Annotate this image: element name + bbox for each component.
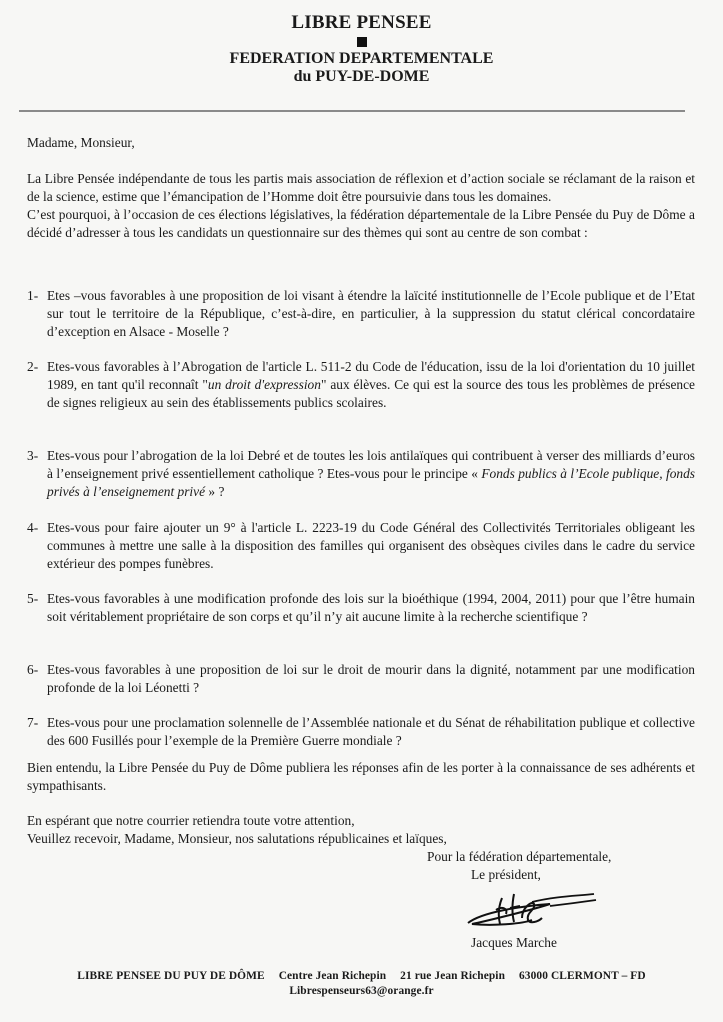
header-divider bbox=[19, 110, 685, 112]
closing-line-1: En espérant que notre courrier retiendra toute votre attention, bbox=[27, 813, 355, 828]
question-number: 1- bbox=[27, 288, 39, 303]
question-text: Etes –vous favorables à une proposition de loi visant à étendre la laïcité institutionnelle de l’Ecole publique et de l’Etat sur tout le territoire de la République, c’est-à-dire, en particulier, à la suppression du statut clérical concordataire d’exception en Alsace - Moselle ? bbox=[47, 288, 695, 339]
intro-paragraph-1: La Libre Pensée indépendante de tous les partis mais association de réflexion et d’action sociale se réclamant de la raison et de la science, estime que l’émancipation de l’Homme doit être poursuivie dans tous les domaines. bbox=[27, 171, 695, 204]
question-2 bbox=[27, 358, 695, 412]
question-text-part: Etes-vous pour l’abrogation de la loi Debré et de toutes les lois antilaïques qui contribuent à verser des milliards d’euros à l’enseignement privé essentiellement catholique ? Etes-vous pour le principe « bbox=[47, 448, 695, 481]
letterhead-title: LIBRE PENSEE bbox=[291, 12, 432, 33]
question-text bbox=[47, 358, 695, 412]
question-text-part: " aux élèves. Ce qui est la source des tous les problèmes de présence de signes religieux au sein des établissements publics scolaires. bbox=[47, 377, 695, 410]
square-bullet-icon bbox=[357, 37, 367, 47]
closing bbox=[27, 812, 695, 848]
conclusion-paragraph: Bien entendu, la Libre Pensée du Puy de Dôme publiera les réponses afin de les porter à la connaissance de ses adhérents et sympathisants. bbox=[27, 760, 695, 793]
question-text-part: Etes-vous favorables à l’Abrogation de l'article L. 511-2 du Code de l'éducation, issu de la loi d'orientation du 10 juillet 1989, en tant qu'il reconnaît " bbox=[47, 359, 695, 392]
handwritten-signature bbox=[462, 890, 602, 930]
question-7 bbox=[27, 714, 695, 750]
question-number: 4- bbox=[27, 520, 39, 535]
question-number: 5- bbox=[27, 591, 39, 606]
question-5 bbox=[27, 590, 695, 626]
question-text-emphasis: Fonds publics à l’Ecole publique, fonds privés à l’enseignement privé bbox=[47, 466, 696, 499]
signature-block-line-1: Pour la fédération départementale, bbox=[427, 849, 612, 864]
question-4 bbox=[27, 519, 695, 573]
question-1 bbox=[27, 287, 695, 341]
letterhead-subtitle-department: du PUY-DE-DOME bbox=[293, 68, 430, 85]
footer-org: LIBRE PENSEE DU PUY DE DÔME bbox=[77, 970, 265, 982]
footer bbox=[0, 969, 723, 999]
intro-paragraph-2: C’est pourquoi, à l’occasion de ces élections législatives, la fédération départementale de la Libre Pensée du Puy de Dôme a décidé d’adresser à tous les candidats un questionnaire sur des thèmes qui sont au centre de son combat : bbox=[27, 207, 695, 240]
question-text-emphasis: un droit d'expression bbox=[207, 377, 321, 392]
footer-address bbox=[0, 969, 723, 984]
question-6 bbox=[27, 661, 695, 697]
question-text: Etes-vous favorables à une modification profonde des lois sur la bioéthique (1994, 2004, 2011) pour que l’être humain soit véritablement propriétaire de son corps et qu’il n’y ait aucune limite à la recherche scientifique ? bbox=[47, 591, 695, 624]
question-text: Etes-vous pour faire ajouter un 9° à l'article L. 2223-19 du Code Général des Collectivités Territoriales obligeant les communes à mettre une salle à la disposition des familles qui organisent des obsèques civiles dans le cadre du service extérieur des pompes funèbres. bbox=[47, 520, 695, 571]
intro-paragraph bbox=[27, 170, 695, 242]
question-3 bbox=[27, 447, 695, 501]
closing-line-2: Veuillez recevoir, Madame, Monsieur, nos salutations républicaines et laïques, bbox=[27, 831, 447, 846]
footer-centre: Centre Jean Richepin bbox=[278, 970, 387, 982]
question-text bbox=[47, 447, 695, 501]
footer-email[interactable]: Librespenseurs63@orange.fr bbox=[289, 985, 434, 997]
question-text-part: » ? bbox=[205, 484, 225, 499]
letterhead bbox=[0, 12, 723, 86]
question-number: 6- bbox=[27, 662, 39, 677]
signatory-name: Jacques Marche bbox=[471, 935, 557, 950]
question-number: 7- bbox=[27, 715, 39, 730]
question-text: Etes-vous favorables à une proposition de loi sur le droit de mourir dans la dignité, notamment par une modification profonde de la loi Léonetti ? bbox=[47, 662, 695, 695]
question-text: Etes-vous pour une proclamation solennelle de l’Assemblée nationale et du Sénat de réhabilitation publique et collective des 600 Fusillés pour l’exemple de la Première Guerre mondiale ? bbox=[47, 715, 695, 748]
letterhead-subtitle-federation: FEDERATION DEPARTEMENTALE bbox=[229, 50, 494, 67]
question-number: 2- bbox=[27, 359, 39, 374]
footer-street: 21 rue Jean Richepin bbox=[400, 970, 506, 982]
footer-city: 63000 CLERMONT – FD bbox=[519, 970, 646, 982]
signature-block-line-2: Le président, bbox=[471, 867, 541, 882]
question-number: 3- bbox=[27, 448, 39, 463]
salutation: Madame, Monsieur, bbox=[27, 135, 135, 150]
